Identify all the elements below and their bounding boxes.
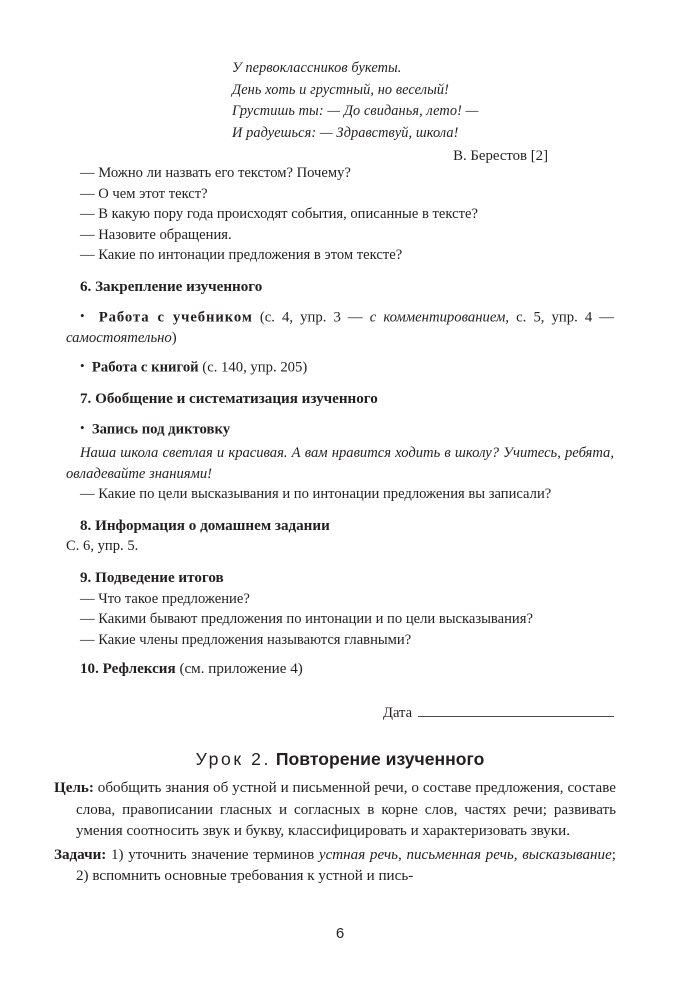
bullet-item-rabota-s-knigoy [66, 356, 614, 378]
page-title-main: Повторение изученного [271, 749, 485, 769]
section-heading-10-note: (см. приложение 4) [175, 661, 303, 678]
poem-attribution: В. Берестов [2] [453, 148, 548, 164]
homework-text: С. 6, упр. 5. [66, 538, 139, 555]
bullet-detail-italic: самостоятельно [66, 329, 172, 346]
section-heading-7: 7. Обобщение и систематизация изученного [80, 391, 378, 408]
section-heading-9: 9. Подведение итогов [80, 570, 224, 586]
bullet-detail: (с. 4, упр. 3 — [252, 309, 370, 326]
goal-text: обобщить знания об устной и письменной речи, о составе предложения, составе слова, правописании гласных и согласных в корне слов, частях речи; развивать умения соотносить звук и букву, классифицировать и характеризовать звуки. [76, 780, 616, 840]
bullet-detail: ) [171, 329, 177, 346]
question-line: — О чем этот текст? [80, 185, 208, 202]
bullet-label: Запись под диктовку [91, 421, 231, 438]
bullet-dot-icon: • [80, 307, 85, 323]
page-title-lead: Урок 2. [195, 749, 271, 769]
goal-label: Цель: [54, 780, 94, 796]
page-number: 6 [335, 925, 345, 942]
bullet-label: Работа с учебником [98, 309, 253, 326]
page-title [66, 749, 614, 770]
question-line: — Какие члены предложения называются главными? [80, 631, 412, 648]
tasks-text-cont: ; 2) вспомнить основные требования к устной и пись- [76, 846, 616, 885]
poem-line: Грустишь ты: — До свиданья, лето! — [232, 103, 479, 119]
tasks-paragraph [54, 845, 616, 888]
question-line: — Какими бывают предложения по интонации и по цели высказывания? [80, 611, 533, 628]
bullet-label: Работа с книгой [91, 359, 199, 376]
tasks-terms-italic: устная речь, письменная речь, высказывание [318, 846, 612, 863]
tasks-text: 1) уточнить значение терминов [106, 846, 319, 863]
poem-line: У первоклассников букеты. [232, 60, 402, 76]
date-blank-rule[interactable] [418, 703, 614, 717]
section-heading-10-bold: 10. Рефлексия [80, 661, 176, 678]
date-field-row [383, 703, 614, 722]
poem-line: День хоть и грустный, но веселый! [232, 81, 449, 98]
bullet-detail: (с. 140, упр. 205) [198, 359, 308, 376]
question-line: — В какую пору года происходят события, описанные в тексте? [80, 206, 478, 223]
question-line: — Что такое предложение? [80, 590, 250, 607]
bullet-item-zapis-pod-diktovku [66, 418, 614, 440]
section-heading-6: 6. Закрепление изученного [80, 278, 263, 295]
goal-paragraph [54, 778, 616, 843]
lesson-content [66, 163, 614, 680]
section-heading-8: 8. Информация о домашнем задании [80, 517, 330, 534]
bullet-item-rabota-s-uchebnikom [66, 306, 614, 349]
bullet-dot-icon: • [80, 358, 85, 374]
bullet-detail: , с. 5, упр. 4 — [505, 309, 614, 326]
poem-block [232, 58, 622, 168]
poem-line: И радуешься: — Здравствуй, школа! [232, 124, 459, 141]
bullet-dot-icon: • [80, 419, 85, 435]
dictation-text: Наша школа светлая и красивая. А вам нравится ходить в школу? Учитесь, ребята, овладевайте знаниями! [66, 445, 614, 482]
date-label: Дата [383, 705, 413, 721]
question-line: — Какие по цели высказывания и по интонации предложения вы записали? [80, 486, 552, 503]
question-line: — Можно ли назвать его текстом? Почему? [80, 165, 351, 181]
section-heading-10 [66, 659, 614, 680]
tasks-label: Задачи: [54, 846, 107, 863]
question-line: — Какие по интонации предложения в этом тексте? [80, 247, 403, 264]
question-line: — Назовите обращения. [80, 226, 232, 243]
bullet-detail-italic: с комментированием [369, 309, 506, 326]
lesson-goals-block [54, 778, 616, 888]
